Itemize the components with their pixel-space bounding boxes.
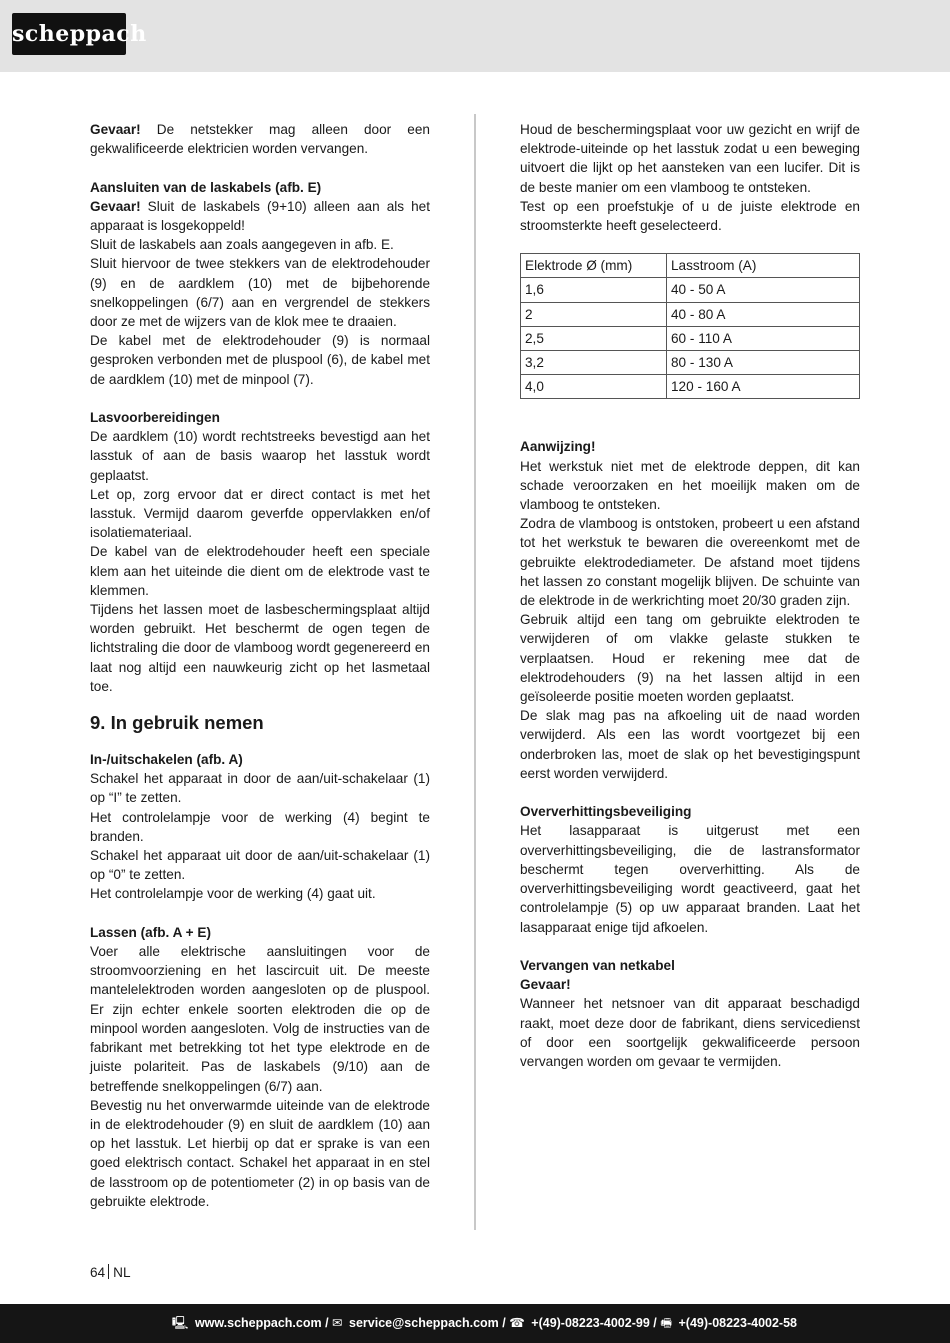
fax-icon: 🖷 — [660, 1316, 673, 1330]
footer-fax: +(49)-08223-4002-58 — [678, 1316, 797, 1330]
table-cell: 80 - 130 A — [667, 351, 860, 375]
table-cell: 2 — [521, 302, 667, 326]
table-cell: 40 - 50 A — [667, 278, 860, 302]
paragraph: De kabel van de elektrodehouder heeft een speciale klem aan het uiteinde die dient om de elektrode vast te klemmen. — [90, 544, 430, 598]
paragraph: Gebruik altijd een tang om gebruikte elektroden te verwijderen of om vlakke gelaste stukken te verplaatsen. Houd er rekening mee dat de elektrodehouders (9) na het lassen altijd in een geïsoleerde positie moeten worden geplaatst. — [520, 612, 860, 705]
paragraph: Schakel het apparaat uit door de aan/uit-schakelaar (1) op “0” te zetten. — [90, 848, 430, 883]
section-heading-aanwijzing: Aanwijzing! — [520, 439, 596, 455]
paragraph: De kabel met de elektrodehouder (9) is normaal gesproken verbonden met de pluspool (6), de kabel met de aardklem (10) met de minpool (7). — [90, 333, 430, 387]
section-heading-lasvoorbereidingen: Lasvoorbereidingen — [90, 410, 220, 426]
warning-paragraph: Gevaar! Sluit de laskabels (9+10) alleen aan als het apparaat is losgekoppeld! — [90, 198, 430, 233]
section-heading-oververhitting: Oververhittingsbeveiliging — [520, 804, 692, 820]
table-header-cell: Lasstroom (A) — [667, 254, 860, 278]
chapter-title: 9. In gebruik nemen — [90, 712, 264, 734]
table-cell: 3,2 — [521, 351, 667, 375]
paragraph: Zodra de vlamboog is ontstoken, probeert u een afstand tot het werkstuk te bewaren die overeenkomt met de gebruikte elektrodediameter. De afstand moet tijdens het lassen zo constant mogelijk blijven. De schuinte van de elektrode in de werkrichting moet 20/30 graden zijn. — [520, 516, 860, 609]
paragraph: Let op, zorg ervoor dat er direct contact is met het lasstuk. Vermijd daarom geverfde oppervlakken en/of isolatiemateriaal. — [90, 486, 430, 541]
column-divider — [474, 114, 476, 1230]
paragraph: Tijdens het lassen moet de lasbeschermingsplaat altijd worden gebruikt. Het beschermt de ogen tegen de lichtstraling die door de vlamboog wordt gegenereerd en laat nog altijd een nauwkeurig zicht op het lasmetaal toe. — [90, 602, 430, 694]
page-footer — [0, 1304, 950, 1343]
footer-email[interactable]: service@scheppach.com / — [349, 1316, 506, 1330]
paragraph: Het controlelampje voor de werking (4) gaat uit. — [90, 886, 376, 902]
paragraph: De aardklem (10) wordt rechtstreeks bevestigd aan het lasstuk of aan de basis waarop het lasstuk wordt geplaatst. — [90, 429, 430, 483]
table-cell: 40 - 80 A — [667, 302, 860, 326]
table-cell: 2,5 — [521, 326, 667, 350]
section-heading-laskabels: Aansluiten van de laskabels (afb. E) — [90, 179, 322, 195]
table-row — [521, 375, 860, 399]
paragraph: Het controlelampje voor de werking (4) begint te branden. — [90, 809, 430, 844]
section-heading-lassen: Lassen (afb. A + E) — [90, 924, 211, 940]
paragraph: Het lasapparaat is uitgerust met een oververhittingsbeveiliging, die de lastransformator beschermt tegen oververhitting. Als de oververhittingsbeveiliging wordt geactiveerd, gaat het controlelampje (5) op uw apparaat branden. Laat het lasapparaat enige tijd afkoelen. — [520, 823, 860, 935]
paragraph: Voer alle elektrische aansluitingen voor de stroomvoorziening en het lascircuit uit. De meeste mantelelektroden worden aangesloten op de pluspool. Er zijn echter enkele soorten elektroden die op de minpool worden aangesloten. Volg de instructies van de fabrikant met betrekking tot het type elektrode en de juiste polariteit. Pas de laskabels (9/10) aan de betreffende snelkoppelingen (6/7) aan. — [90, 944, 430, 1094]
table-cell: 1,6 — [521, 278, 667, 302]
paragraph: Houd de beschermingsplaat voor uw gezicht en wrijf de elektrode-uiteinde op het lasstuk zodat u een beweging uitvoert die lijkt op het aansteken van een lucifer. Dit is de beste manier om een vlamboog te ontsteken. — [520, 122, 860, 195]
paragraph: Sluit hiervoor de twee stekkers van de elektrodehouder (9) en de aardklem (10) met de bijbehorende snelkoppelingen (6/7) aan en vergrendel de stekkers door ze met de wijzers van de klok mee te draaien. — [90, 256, 430, 330]
table-header-row — [521, 254, 860, 278]
paragraph: Test op een proefstukje of u de juiste elektrode en stroomsterkte heeft geselecteerd. — [520, 198, 860, 234]
page-number: 64 NL — [90, 1265, 131, 1280]
paragraph: Bevestig nu het onverwarmde uiteinde van de elektrode in de elektrodehouder (9) en sluit de aardklem (10) aan op het lasstuk. Let hierbij op dat er sprake is van een goed elektrisch contact. Schakel het apparaat in en stel de lasstroom op de potentiometer (2) in op basis van de gebruikte elektrode. — [90, 1097, 430, 1209]
paragraph: Sluit de laskabels aan zoals aangegeven in afb. E. — [90, 237, 394, 253]
section-heading-netkabel: Vervangen van netkabel — [520, 957, 675, 973]
mail-icon: ✉ — [332, 1316, 343, 1330]
left-column — [90, 120, 430, 1211]
right-column — [520, 120, 860, 1071]
scheppach-logo: scheppach — [12, 13, 126, 55]
warning-label: Gevaar! — [520, 977, 571, 993]
paragraph: De slak mag pas na afkoeling uit de naad worden verwijderd. Als een las wordt voortgezet bij een onderbroken las, moet de slak op het bevestigingspunt eerst worden verwijderd. — [520, 708, 860, 781]
table-header-cell: Elektrode Ø (mm) — [521, 254, 667, 278]
electrode-table — [520, 253, 860, 399]
footer-website[interactable]: www.scheppach.com / — [194, 1316, 329, 1330]
table-row — [521, 351, 860, 375]
phone-icon: ☎ — [509, 1316, 525, 1330]
footer-phone: +(49)-08223-4002-99 / — [531, 1316, 657, 1330]
table-cell: 60 - 110 A — [667, 326, 860, 350]
table-row — [521, 302, 860, 326]
table-row — [521, 278, 860, 302]
table-row — [521, 326, 860, 350]
paragraph: Het werkstuk niet met de elektrode deppen, dit kan schade veroorzaken en het moeilijk maken om de vlamboog te ontsteken. — [520, 458, 860, 513]
table-cell: 120 - 160 A — [667, 375, 860, 399]
warning-paragraph: Gevaar! De netstekker mag alleen door een gekwalificeerde elektricien worden vervangen. — [90, 122, 430, 157]
computer-icon: 🖳 — [171, 1316, 189, 1330]
table-cell: 4,0 — [521, 375, 667, 399]
paragraph: Schakel het apparaat in door de aan/uit-schakelaar (1) op “I” te zetten. — [90, 771, 430, 806]
paragraph: Wanneer het netsnoer van dit apparaat beschadigd raakt, moet deze door de fabrikant, diens servicedienst of door een soortgelijk gekwalificeerde persoon vervangen worden om gevaar te vermijden. — [520, 996, 860, 1069]
section-heading-in-uitschakelen: In-/uitschakelen (afb. A) — [90, 752, 243, 768]
page-header — [0, 0, 950, 72]
